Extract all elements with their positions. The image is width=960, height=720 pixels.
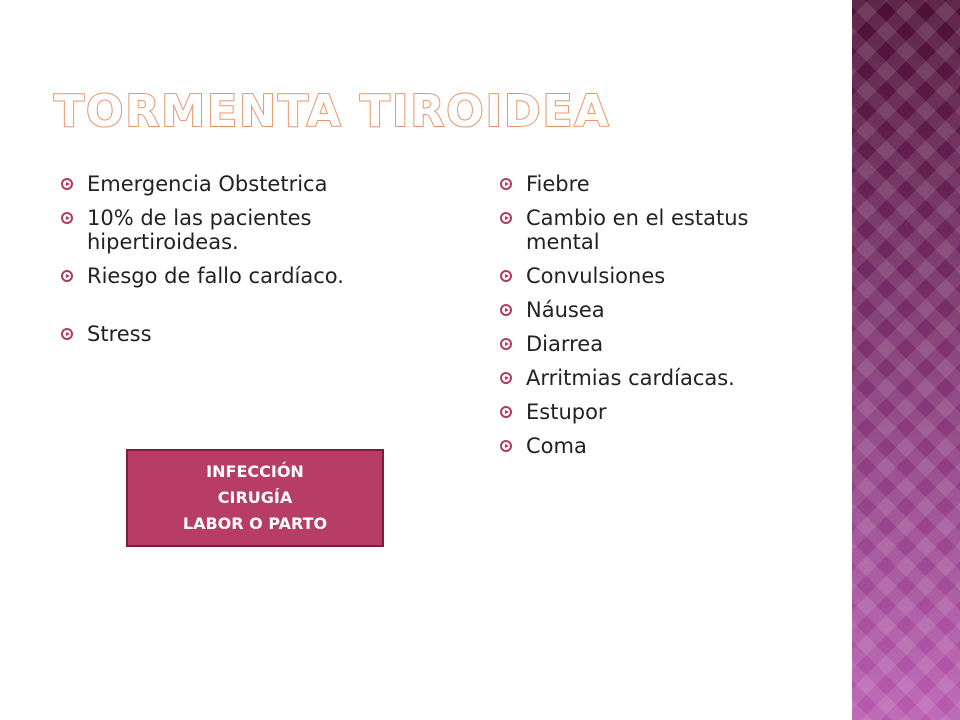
callout-line: INFECCIÓN (206, 462, 304, 481)
list-item (497, 434, 827, 458)
list-item-text: Convulsiones (526, 264, 666, 288)
list-item (497, 206, 827, 254)
circle-arrow-bullet-icon (500, 270, 512, 282)
list-item (497, 366, 827, 390)
circle-arrow-bullet-icon (61, 178, 73, 190)
circle-arrow-bullet-icon (500, 212, 512, 224)
list-item (497, 332, 827, 356)
circle-arrow-bullet-icon (61, 270, 73, 282)
circle-arrow-bullet-icon (500, 372, 512, 384)
slide-title: TORMENTA TIROIDEA (54, 86, 611, 137)
list-item-text: Arritmias cardíacas. (526, 366, 735, 390)
circle-arrow-bullet-icon (500, 178, 512, 190)
list-item-text: Emergencia Obstetrica (87, 172, 328, 196)
list-item-text: Diarrea (526, 332, 604, 356)
list-item-text: Estupor (526, 400, 607, 424)
list-item (58, 206, 388, 254)
list-item (497, 400, 827, 424)
list-item-text: Náusea (526, 298, 605, 322)
circle-arrow-bullet-icon (61, 328, 73, 340)
list-item (58, 172, 388, 196)
right-bullet-list (497, 172, 827, 468)
list-item (497, 298, 827, 322)
list-item (58, 322, 388, 346)
circle-arrow-bullet-icon (500, 304, 512, 316)
decorative-side-band (852, 0, 960, 720)
list-item (58, 264, 388, 288)
circle-arrow-bullet-icon (500, 406, 512, 418)
circle-arrow-bullet-icon (500, 338, 512, 350)
callout-line: CIRUGÍA (217, 488, 293, 507)
list-item-text: Stress (87, 322, 152, 346)
triggers-callout-box (126, 449, 384, 547)
list-item-text: 10% de las pacientes hipertiroideas. (87, 206, 312, 254)
list-item-text: Cambio en el estatus mental (526, 206, 749, 254)
left-bullet-list (58, 172, 388, 356)
list-item-text: Fiebre (526, 172, 590, 196)
list-item-text: Riesgo de fallo cardíaco. (87, 264, 344, 288)
callout-line: LABOR O PARTO (182, 514, 328, 533)
list-item (497, 264, 827, 288)
list-item-text: Coma (526, 434, 587, 458)
circle-arrow-bullet-icon (500, 440, 512, 452)
list-item (497, 172, 827, 196)
circle-arrow-bullet-icon (61, 212, 73, 224)
